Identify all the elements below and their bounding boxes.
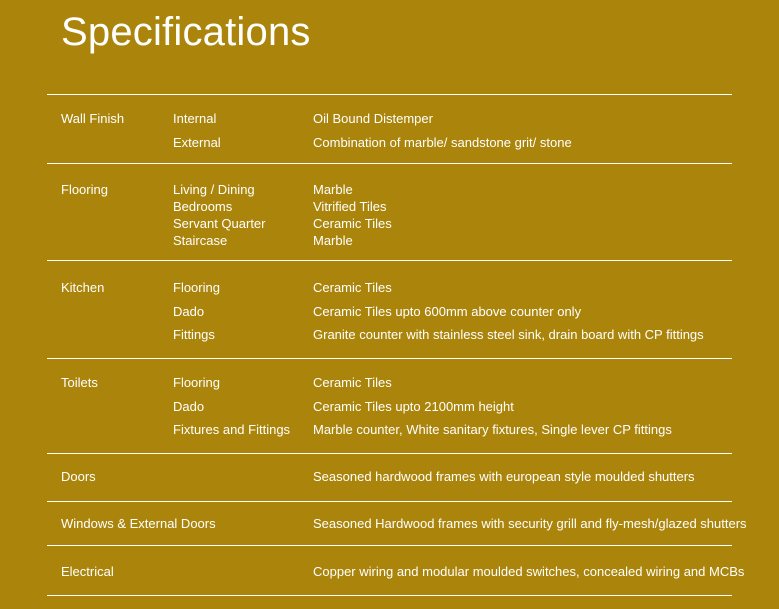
- item-label: Flooring: [173, 280, 220, 295]
- divider: [47, 94, 732, 95]
- item-label: Staircase: [173, 233, 228, 248]
- category-label: Kitchen: [61, 280, 105, 295]
- item-label: Living / Dining: [173, 182, 255, 197]
- item-label: External: [173, 135, 221, 150]
- item-label: Fixtures and Fittings: [173, 422, 291, 437]
- divider: [47, 453, 732, 454]
- item-label: Dado: [173, 304, 205, 319]
- divider: [47, 501, 732, 502]
- spec-value: Ceramic Tiles upto 2100mm height: [313, 399, 514, 414]
- item-label: Dado: [173, 399, 205, 414]
- spec-value: Oil Bound Distemper: [313, 111, 433, 126]
- spec-value: Seasoned hardwood frames with european style moulded shutters: [313, 469, 695, 484]
- category-label: Doors: [61, 469, 96, 484]
- category-label: Windows & External Doors: [61, 516, 216, 531]
- item-label: Bedrooms: [173, 199, 233, 214]
- divider: [47, 545, 732, 546]
- item-label: Fittings: [173, 327, 215, 342]
- spec-value: Marble: [313, 233, 353, 248]
- category-label: Wall Finish: [61, 111, 125, 126]
- spec-value: Vitrified Tiles: [313, 199, 387, 214]
- spec-value: Marble counter, White sanitary fixtures, Single lever CP fittings: [313, 422, 672, 437]
- item-label: Internal: [173, 111, 217, 126]
- page-title: Specifications: [61, 10, 311, 54]
- spec-value: Marble: [313, 182, 353, 197]
- category-label: Electrical: [61, 564, 114, 579]
- spec-value: Seasoned Hardwood frames with security grill and fly-mesh/glazed shutters: [313, 516, 747, 531]
- spec-value: Ceramic Tiles: [313, 375, 392, 390]
- item-label: Servant Quarter: [173, 216, 266, 231]
- spec-value: Ceramic Tiles: [313, 216, 392, 231]
- spec-value: Granite counter with stainless steel sink, drain board with CP fittings: [313, 327, 704, 342]
- spec-value: Copper wiring and modular moulded switches, concealed wiring and MCBs: [313, 564, 745, 579]
- category-label: Flooring: [61, 182, 108, 197]
- divider: [47, 260, 732, 261]
- spec-value: Ceramic Tiles upto 600mm above counter only: [313, 304, 582, 319]
- divider: [47, 595, 732, 596]
- divider: [47, 163, 732, 164]
- spec-value: Ceramic Tiles: [313, 280, 392, 295]
- spec-value: Combination of marble/ sandstone grit/ stone: [313, 135, 572, 150]
- item-label: Flooring: [173, 375, 220, 390]
- category-label: Toilets: [61, 375, 98, 390]
- divider: [47, 358, 732, 359]
